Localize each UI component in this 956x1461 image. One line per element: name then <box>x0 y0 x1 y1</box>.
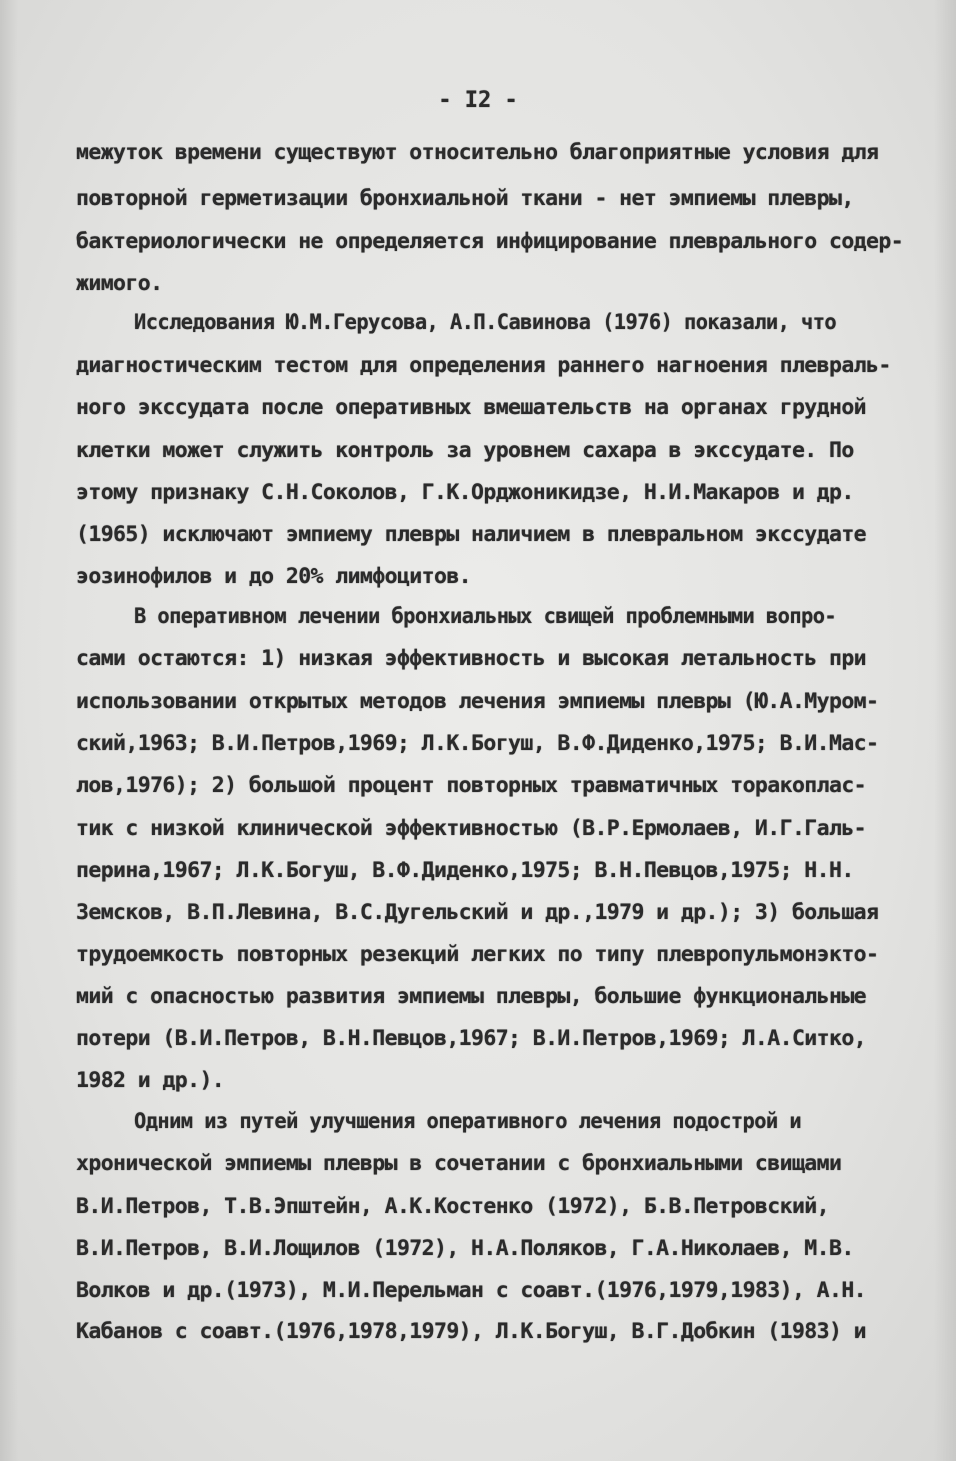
text-line: Земсков, В.П.Левина, В.С.Дугельский и др.,1979 и др.); 3) большая <box>76 900 879 925</box>
text-line: ного экссудата после оперативных вмешательств на органах грудной <box>76 395 867 420</box>
text-line: использовании открытых методов лечения эмпиемы плевры (Ю.А.Муром- <box>76 689 879 714</box>
text-line: хронической эмпиемы плевры в сочетании с бронхиальными свищами <box>76 1151 842 1176</box>
text-line-paragraph-start: Исследования Ю.М.Герусова, А.П.Савинова (1976) показали, что <box>134 310 837 335</box>
text-line: трудоемкость повторных резекций легких по типу плевропульмонэкто- <box>76 942 879 967</box>
text-line: 1982 и др.). <box>76 1068 225 1093</box>
text-line: клетки может служить контроль за уровнем сахара в экссудате. По <box>76 438 854 463</box>
text-line: эозинофилов и до 20% лимфоцитов. <box>76 564 472 589</box>
text-line: бактериологически не определяется инфицирование плеврального содер- <box>76 229 904 254</box>
text-line: (1965) исключают эмпиему плевры наличием в плевральном экссудате <box>76 522 867 547</box>
text-line: межуток времени существуют относительно благоприятные условия для <box>76 140 879 165</box>
text-line: Волков и др.(1973), М.И.Перельман с соавт.(1976,1979,1983), А.Н. <box>76 1278 867 1303</box>
text-line-paragraph-start: Одним из путей улучшения оперативного лечения подострой и <box>134 1109 802 1134</box>
page-edge-shadow-right <box>934 0 956 1461</box>
text-line: диагностическим тестом для определения раннего нагноения плевраль- <box>76 353 891 378</box>
text-line: лов,1976); 2) большой процент повторных травматичных торакоплас- <box>76 773 867 798</box>
text-line-paragraph-start: В оперативном лечении бронхиальных свищей проблемными вопро- <box>134 604 837 629</box>
text-line: мий с опасностью развития эмпиемы плевры, большие функциональные <box>76 984 867 1009</box>
text-line: Кабанов с соавт.(1976,1978,1979), Л.К.Богуш, В.Г.Добкин (1983) и <box>76 1319 867 1344</box>
text-line: этому признаку С.Н.Соколов, Г.К.Орджоникидзе, Н.И.Макаров и др. <box>76 480 854 505</box>
text-line: повторной герметизации бронхиальной ткани - нет эмпиемы плевры, <box>76 186 854 211</box>
page-number: - I2 - <box>438 88 518 113</box>
text-line: перина,1967; Л.К.Богуш, В.Ф.Диденко,1975; В.Н.Певцов,1975; Н.Н. <box>76 858 854 883</box>
text-line: тик с низкой клинической эффективностью (В.Р.Ермолаев, И.Г.Галь- <box>76 816 867 841</box>
text-line: ский,1963; В.И.Петров,1969; Л.К.Богуш, В.Ф.Диденко,1975; В.И.Мас- <box>76 731 879 756</box>
text-line: жимого. <box>76 271 163 296</box>
text-line: В.И.Петров, Т.В.Эпштейн, А.К.Костенко (1972), Б.В.Петровский, <box>76 1194 829 1219</box>
text-line: сами остаются: 1) низкая эффективность и высокая летальность при <box>76 646 867 671</box>
page-edge-shadow-left <box>0 0 18 1461</box>
text-line: потери (В.И.Петров, В.Н.Певцов,1967; В.И.Петров,1969; Л.А.Ситко, <box>76 1026 867 1051</box>
text-line: В.И.Петров, В.И.Лощилов (1972), Н.А.Поляков, Г.А.Николаев, М.В. <box>76 1236 854 1261</box>
